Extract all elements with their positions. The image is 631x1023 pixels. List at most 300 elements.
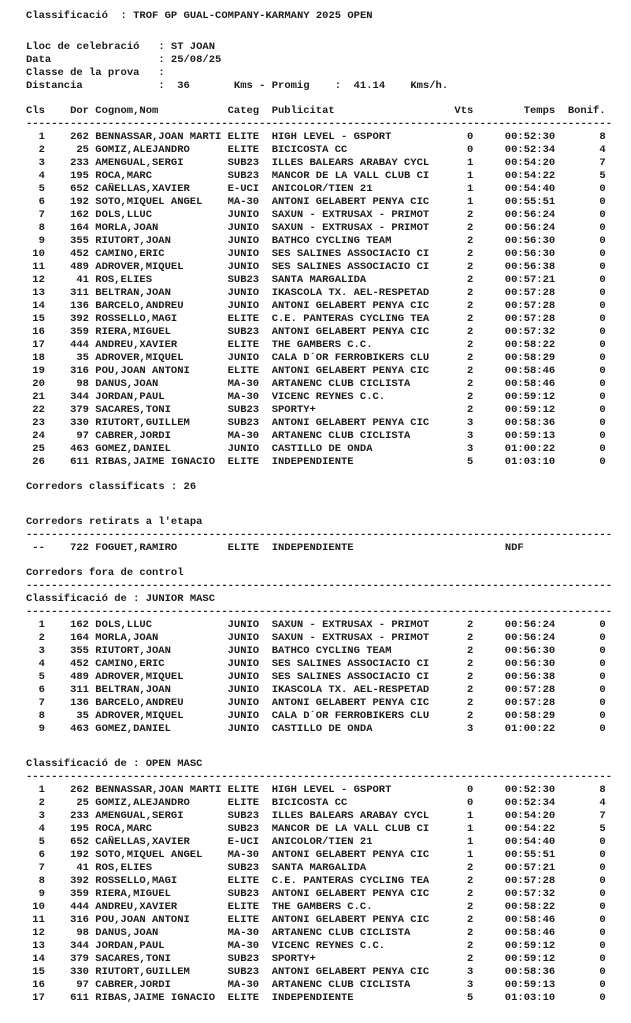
team-cell: ANTONI GELABERT PENYA CIC — [271, 888, 430, 900]
time-cell: 00:52:30 — [504, 131, 556, 143]
result-row — [26, 671, 631, 684]
time-cell: 00:57:28 — [504, 684, 556, 696]
result-row — [26, 723, 631, 736]
name-cell: MORLA,JOAN — [95, 632, 159, 644]
laps-cell: 1 — [467, 196, 474, 208]
bonus-cell: 0 — [599, 391, 606, 403]
laps-cell: 2 — [467, 365, 474, 377]
result-row — [26, 658, 631, 671]
result-row — [26, 823, 631, 836]
name-cell: RIBAS,JAIME IGNACIO — [95, 992, 216, 1004]
bonus-cell: 4 — [599, 797, 606, 809]
laps-cell: 2 — [467, 645, 474, 657]
dorsal-cell: 489 — [70, 261, 89, 273]
dorsal-cell: 164 — [70, 222, 89, 234]
rank-cell: 1 — [38, 784, 45, 796]
rank-cell: 5 — [38, 183, 45, 195]
separator-line: --------------------------------------------------------------------------------------------- — [26, 118, 612, 130]
team-cell: ARTANENC CLUB CICLISTA — [271, 979, 411, 991]
team-cell: CASTILLO DE ONDA — [271, 723, 373, 735]
name-cell: JORDAN,PAUL — [95, 391, 165, 403]
category-cell: JUNIO — [227, 222, 260, 234]
info-colon: : — [158, 67, 171, 79]
bonus-cell: 0 — [599, 979, 606, 991]
team-cell: ANTONI GELABERT PENYA CIC — [271, 300, 430, 312]
name-cell: ROS,ELIES — [95, 274, 152, 286]
laps-cell: 5 — [467, 456, 474, 468]
info-colon: : — [158, 54, 171, 66]
time-cell: 00:58:46 — [504, 378, 556, 390]
result-row — [26, 632, 631, 645]
bonus-cell: 0 — [599, 875, 606, 887]
category-cell: MA-30 — [227, 378, 260, 390]
distance-row — [26, 80, 631, 93]
laps-cell: 2 — [467, 658, 474, 670]
laps-cell: 2 — [467, 261, 474, 273]
name-cell: BELTRAN,JOAN — [95, 684, 171, 696]
name-cell: ROSSELLO,MAGI — [95, 875, 178, 887]
name-cell: RIERA,MIGUEL — [95, 326, 171, 338]
separator-line: --------------------------------------------------------------------------------------------- — [26, 606, 612, 618]
time-cell: 00:57:28 — [504, 313, 556, 325]
category-cell: ELITE — [227, 992, 260, 1004]
bonus-cell: 5 — [599, 170, 606, 182]
dorsal-cell: 722 — [70, 542, 89, 554]
laps-cell: 5 — [467, 992, 474, 1004]
laps-cell: 1 — [467, 170, 474, 182]
laps-cell: 0 — [467, 131, 474, 143]
laps-cell: 1 — [467, 836, 474, 848]
rank-cell: 22 — [32, 404, 45, 416]
dorsal-cell: 164 — [70, 632, 89, 644]
rank-cell: 10 — [32, 901, 45, 913]
category-cell: JUNIO — [227, 443, 260, 455]
rank-cell: 20 — [32, 378, 45, 390]
category-cell: ELITE — [227, 901, 260, 913]
bonus-cell: 0 — [599, 684, 606, 696]
laps-cell: 2 — [467, 901, 474, 913]
time-cell: 00:56:30 — [504, 248, 556, 260]
result-row — [26, 417, 631, 430]
time-cell: 01:00:22 — [504, 443, 556, 455]
time-cell: 00:58:29 — [504, 352, 556, 364]
dorsal-cell: 452 — [70, 658, 89, 670]
result-row — [26, 235, 631, 248]
rank-cell: 9 — [38, 888, 45, 900]
category-cell: JUNIO — [227, 261, 260, 273]
team-cell: ANTONI GELABERT PENYA CIC — [271, 914, 430, 926]
category-cell: SUB23 — [227, 810, 260, 822]
laps-cell: 1 — [467, 183, 474, 195]
team-cell: ILLES BALEARS ARABAY CYCL — [271, 810, 430, 822]
time-cell: 00:55:51 — [504, 196, 556, 208]
result-row — [26, 784, 631, 797]
team-cell: IKASCOLA TX. AEL-RESPETAD — [271, 684, 430, 696]
team-cell: ANTONI GELABERT PENYA CIC — [271, 196, 430, 208]
name-cell: ADROVER,MIQUEL — [95, 261, 184, 273]
time-cell: 00:56:38 — [504, 261, 556, 273]
time-cell: 00:54:20 — [504, 157, 556, 169]
team-cell: SAXUN - EXTRUSAX - PRIMOT — [271, 209, 430, 221]
junior-classification-table — [26, 619, 631, 736]
laps-cell: 2 — [467, 697, 474, 709]
result-row — [26, 196, 631, 209]
bonus-cell: 0 — [599, 326, 606, 338]
bonus-cell: 0 — [599, 430, 606, 442]
time-cell: 00:55:51 — [504, 849, 556, 861]
laps-cell: 2 — [467, 888, 474, 900]
result-row — [26, 953, 631, 966]
name-cell: SOTO,MIQUEL ANGEL — [95, 196, 203, 208]
dorsal-cell: 355 — [70, 235, 89, 247]
name-cell: BENNASSAR,JOAN MARTI — [95, 784, 222, 796]
result-row — [26, 274, 631, 287]
category-cell: ELITE — [227, 313, 260, 325]
bonus-cell: 0 — [599, 901, 606, 913]
team-cell: INDEPENDIENTE — [271, 992, 354, 1004]
name-cell: RIUTORT,GUILLEM — [95, 966, 190, 978]
team-cell: BATHCO CYCLING TEAM — [271, 235, 392, 247]
rank-cell: 2 — [38, 632, 45, 644]
result-row — [26, 797, 631, 810]
team-cell: INDEPENDIENTE — [271, 542, 354, 554]
rank-cell: 17 — [32, 339, 45, 351]
rank-cell: 4 — [38, 170, 45, 182]
category-cell: MA-30 — [227, 391, 260, 403]
team-cell: VICENC REYNES C.C. — [271, 391, 386, 403]
rank-cell: 14 — [32, 300, 45, 312]
rank-cell: 14 — [32, 953, 45, 965]
bonus-cell: 7 — [599, 810, 606, 822]
dorsal-cell: 25 — [76, 797, 89, 809]
team-cell: ILLES BALEARS ARABAY CYCL — [271, 157, 430, 169]
time-cell: 00:56:24 — [504, 632, 556, 644]
result-row — [26, 157, 631, 170]
bonus-cell: 0 — [599, 404, 606, 416]
info-row — [26, 54, 631, 67]
laps-cell: 2 — [467, 287, 474, 299]
promig-label: Kms - Promig — [233, 80, 310, 92]
name-cell: RIBAS,JAIME IGNACIO — [95, 456, 216, 468]
rank-cell: 12 — [32, 274, 45, 286]
team-cell: BICICOSTA CC — [271, 797, 348, 809]
time-cell: 00:56:24 — [504, 209, 556, 221]
header-name: Cognom,Nom — [95, 105, 159, 117]
name-cell: BELTRAN,JOAN — [95, 287, 171, 299]
team-cell: ANICOLOR/TIEN 21 — [271, 183, 373, 195]
header-dor: Dor — [70, 105, 89, 117]
laps-cell: 2 — [467, 632, 474, 644]
laps-cell: 2 — [467, 953, 474, 965]
header-categ: Categ — [227, 105, 260, 117]
rank-cell: 6 — [38, 196, 45, 208]
laps-cell: 2 — [467, 235, 474, 247]
name-cell: SOTO,MIQUEL ANGEL — [95, 849, 203, 861]
dorsal-cell: 98 — [76, 927, 89, 939]
rank-cell: 8 — [38, 875, 45, 887]
team-cell: CALA D´OR FERROBIKERS CLU — [271, 710, 430, 722]
time-cell: 01:03:10 — [504, 456, 556, 468]
time-cell: 00:59:12 — [504, 940, 556, 952]
bonus-cell: 0 — [599, 287, 606, 299]
document-title — [26, 10, 631, 23]
category-cell: SUB23 — [227, 823, 260, 835]
bonus-cell: 8 — [599, 784, 606, 796]
junior-section-title: Classificació de : JUNIOR MASC — [26, 593, 216, 605]
rank-cell: 2 — [38, 797, 45, 809]
laps-cell: 2 — [467, 313, 474, 325]
category-cell: JUNIO — [227, 619, 260, 631]
bonus-cell: 0 — [599, 697, 606, 709]
bonus-cell: 8 — [599, 131, 606, 143]
rank-cell: 6 — [38, 684, 45, 696]
name-cell: ADROVER,MIQUEL — [95, 671, 184, 683]
dorsal-cell: 452 — [70, 248, 89, 260]
name-cell: ROS,ELIES — [95, 862, 152, 874]
time-cell: NDF — [504, 542, 524, 554]
team-cell: CALA D´OR FERROBIKERS CLU — [271, 352, 430, 364]
laps-cell: 2 — [467, 940, 474, 952]
time-cell: 00:54:20 — [504, 810, 556, 822]
name-cell: CAÑELLAS,XAVIER — [95, 836, 190, 848]
category-cell: SUB23 — [227, 326, 260, 338]
bonus-cell: 0 — [599, 261, 606, 273]
category-cell: SUB23 — [227, 417, 260, 429]
team-cell: VICENC REYNES C.C. — [271, 940, 386, 952]
result-row — [26, 222, 631, 235]
laps-cell: 2 — [467, 619, 474, 631]
bonus-cell: 0 — [599, 300, 606, 312]
team-cell: CASTILLO DE ONDA — [271, 443, 373, 455]
dorsal-cell: 392 — [70, 875, 89, 887]
bonus-cell: 0 — [599, 339, 606, 351]
laps-cell: 2 — [467, 875, 474, 887]
result-row — [26, 144, 631, 157]
name-cell: DANUS,JOAN — [95, 378, 159, 390]
dorsal-cell: 316 — [70, 365, 89, 377]
laps-cell: 1 — [467, 157, 474, 169]
info-rows — [26, 41, 631, 80]
category-cell: ELITE — [227, 542, 260, 554]
result-row — [26, 966, 631, 979]
name-cell: RIUTORT,JOAN — [95, 235, 171, 247]
result-row — [26, 261, 631, 274]
rank-cell: 19 — [32, 365, 45, 377]
result-row — [26, 443, 631, 456]
laps-cell: 3 — [467, 723, 474, 735]
bonus-cell: 0 — [599, 378, 606, 390]
category-cell: JUNIO — [227, 235, 260, 247]
result-row — [26, 901, 631, 914]
result-row — [26, 836, 631, 849]
team-cell: HIGH LEVEL - GSPORT — [271, 784, 392, 796]
header-cls: Cls — [26, 105, 45, 117]
laps-cell: 2 — [467, 326, 474, 338]
time-cell: 00:52:34 — [504, 144, 556, 156]
time-cell: 00:58:22 — [504, 339, 556, 351]
bonus-cell: 0 — [599, 710, 606, 722]
name-cell: ADROVER,MIQUEL — [95, 710, 184, 722]
laps-cell: 2 — [467, 209, 474, 221]
time-cell: 01:03:10 — [504, 992, 556, 1004]
category-cell: JUNIO — [227, 352, 260, 364]
time-cell: 00:54:22 — [504, 823, 556, 835]
dorsal-cell: 192 — [70, 196, 89, 208]
result-row — [26, 300, 631, 313]
category-cell: SUB23 — [227, 157, 260, 169]
result-row — [26, 248, 631, 261]
time-cell: 00:56:38 — [504, 671, 556, 683]
time-cell: 00:57:32 — [504, 888, 556, 900]
name-cell: RIERA,MIGUEL — [95, 888, 171, 900]
laps-cell: 1 — [467, 810, 474, 822]
name-cell: ROCA,MARC — [95, 823, 152, 835]
laps-cell — [442, 542, 474, 555]
rank-cell: 10 — [32, 248, 45, 260]
rank-cell: 1 — [38, 619, 45, 631]
dorsal-cell: 192 — [70, 849, 89, 861]
name-cell: ROCA,MARC — [95, 170, 152, 182]
name-cell: CAÑELLAS,XAVIER — [95, 183, 190, 195]
dorsal-cell: 489 — [70, 671, 89, 683]
time-cell: 00:59:12 — [504, 404, 556, 416]
name-cell: CAMINO,ERIC — [95, 248, 165, 260]
bonus-cell: 0 — [599, 658, 606, 670]
result-row — [26, 430, 631, 443]
dorsal-cell: 41 — [76, 274, 89, 286]
team-cell: SANTA MARGALIDA — [271, 274, 367, 286]
dorsal-cell: 444 — [70, 339, 89, 351]
result-row — [26, 404, 631, 417]
rank-cell: 3 — [38, 810, 45, 822]
name-cell: DANUS,JOAN — [95, 927, 159, 939]
dorsal-cell: 392 — [70, 313, 89, 325]
dorsal-cell: 463 — [70, 723, 89, 735]
rank-cell: 2 — [38, 144, 45, 156]
team-cell: SES SALINES ASSOCIACIO CI — [271, 671, 430, 683]
result-row — [26, 888, 631, 901]
name-cell: CAMINO,ERIC — [95, 658, 165, 670]
event-info — [26, 41, 631, 93]
dorsal-cell: 35 — [76, 352, 89, 364]
info-label: Data — [26, 54, 52, 66]
name-cell: GOMEZ,DANIEL — [95, 723, 171, 735]
bonus-cell: 0 — [599, 352, 606, 364]
rank-cell: 25 — [32, 443, 45, 455]
dorsal-cell: 195 — [70, 170, 89, 182]
laps-cell: 2 — [467, 671, 474, 683]
bonus-cell: 0 — [599, 196, 606, 208]
bonus-cell: 0 — [599, 927, 606, 939]
team-cell: ANTONI GELABERT PENYA CIC — [271, 697, 430, 709]
dorsal-cell: 233 — [70, 157, 89, 169]
result-row — [26, 313, 631, 326]
team-cell: BICICOSTA CC — [271, 144, 348, 156]
laps-cell: 2 — [467, 927, 474, 939]
laps-cell: 2 — [467, 684, 474, 696]
category-cell: ELITE — [227, 131, 260, 143]
team-cell: THE GAMBERS C.C. — [271, 901, 373, 913]
bonus-cell: 0 — [599, 274, 606, 286]
rank-cell: 24 — [32, 430, 45, 442]
laps-cell: 0 — [467, 797, 474, 809]
bonus-cell: 0 — [599, 940, 606, 952]
name-cell: GOMIZ,ALEJANDRO — [95, 144, 190, 156]
rank-cell: 16 — [32, 326, 45, 338]
laps-cell: 1 — [467, 849, 474, 861]
name-cell: BARCELO,ANDREU — [95, 697, 184, 709]
team-cell: ANTONI GELABERT PENYA CIC — [271, 365, 430, 377]
dorsal-cell: 359 — [70, 888, 89, 900]
name-cell: BENNASSAR,JOAN MARTI — [95, 131, 222, 143]
time-cell: 00:54:40 — [504, 836, 556, 848]
bonus-cell: 0 — [599, 645, 606, 657]
bonus-cell: 0 — [599, 209, 606, 221]
team-cell: THE GAMBERS C.C. — [271, 339, 373, 351]
rank-cell: 15 — [32, 313, 45, 325]
dorsal-cell: 41 — [76, 862, 89, 874]
distance-value: 36 — [177, 80, 190, 92]
dorsal-cell: 262 — [70, 131, 89, 143]
name-cell: ANDREU,XAVIER — [95, 339, 178, 351]
category-cell: JUNIO — [227, 697, 260, 709]
result-row — [26, 365, 631, 378]
name-cell: RIUTORT,JOAN — [95, 645, 171, 657]
team-cell: C.E. PANTERAS CYCLING TEA — [271, 875, 430, 887]
result-row — [26, 927, 631, 940]
dorsal-cell: 344 — [70, 391, 89, 403]
team-cell: SAXUN - EXTRUSAX - PRIMOT — [271, 632, 430, 644]
name-cell: BARCELO,ANDREU — [95, 300, 184, 312]
category-cell: JUNIO — [227, 209, 260, 221]
name-cell: DOLS,LLUC — [95, 619, 152, 631]
result-row — [26, 326, 631, 339]
category-cell: JUNIO — [227, 658, 260, 670]
result-row — [26, 862, 631, 875]
result-row — [26, 645, 631, 658]
team-cell: SPORTY+ — [271, 953, 316, 965]
rank-cell: 17 — [32, 992, 45, 1004]
name-cell: CABRER,JORDI — [95, 979, 171, 991]
category-cell: ELITE — [227, 339, 260, 351]
result-row — [26, 914, 631, 927]
bonus-cell: 0 — [599, 456, 606, 468]
rank-cell: 9 — [38, 235, 45, 247]
result-row — [26, 710, 631, 723]
team-cell: ARTANENC CLUB CICLISTA — [271, 378, 411, 390]
team-cell: SES SALINES ASSOCIACIO CI — [271, 658, 430, 670]
distance-colon: : — [158, 80, 165, 92]
laps-cell: 2 — [467, 274, 474, 286]
open-section-title: Classificació de : OPEN MASC — [26, 758, 203, 770]
dorsal-cell: 311 — [70, 287, 89, 299]
time-cell: 00:56:24 — [504, 619, 556, 631]
dorsal-cell: 162 — [70, 619, 89, 631]
team-cell: HIGH LEVEL - GSPORT — [271, 131, 392, 143]
name-cell: DOLS,LLUC — [95, 209, 152, 221]
category-cell: ELITE — [227, 875, 260, 887]
time-cell: 00:57:28 — [504, 287, 556, 299]
rank-cell: 11 — [32, 914, 45, 926]
header-bonif: Bonif. — [567, 105, 606, 117]
bonus-cell: 0 — [599, 417, 606, 429]
category-cell: ELITE — [227, 797, 260, 809]
category-cell: MA-30 — [227, 927, 260, 939]
category-cell: JUNIO — [227, 632, 260, 644]
info-value: ST JOAN — [170, 41, 216, 53]
dorsal-cell: 444 — [70, 901, 89, 913]
rank-cell: 13 — [32, 940, 45, 952]
